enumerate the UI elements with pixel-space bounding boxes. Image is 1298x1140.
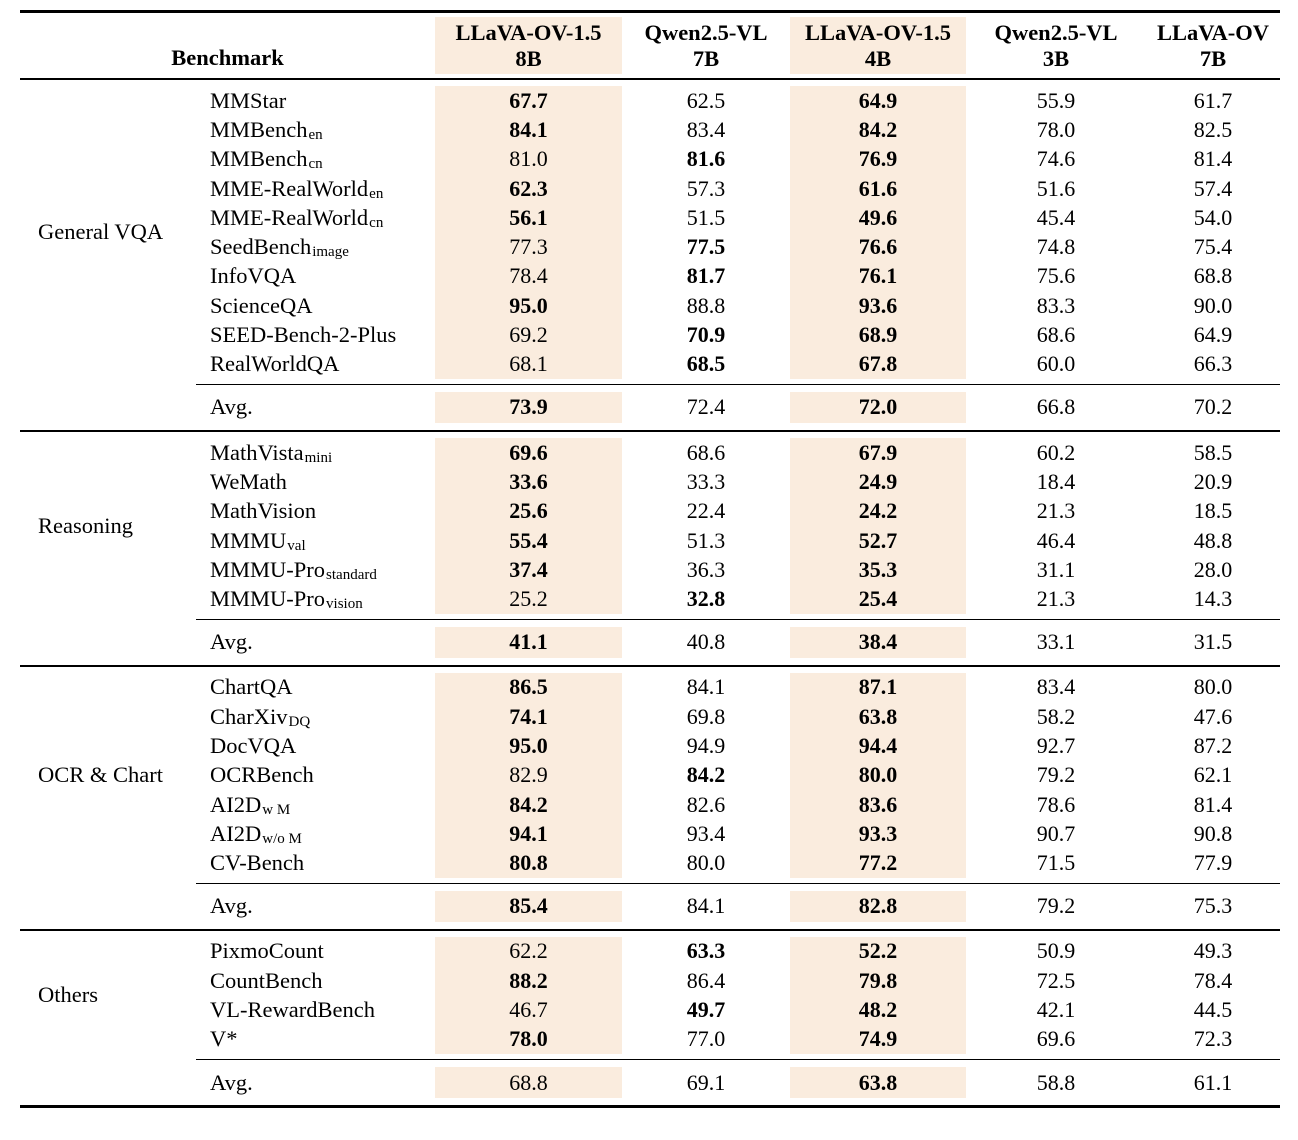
value-cell: 86.5 [435,673,622,702]
value-cell: 51.3 [686,527,726,553]
group-label: Others [38,982,98,1008]
value-cell: 46.7 [435,995,622,1024]
avg-value-cell: 73.9 [435,392,622,423]
benchmark-name [196,731,435,760]
value-cell: 80.8 [435,849,622,878]
value-cell: 74.6 [1036,146,1076,172]
benchmark-base-name: MME-RealWorld [210,204,369,230]
value-cell: 78.6 [1036,791,1076,817]
value-cell: 72.3 [1193,1026,1233,1052]
value-cell: 20.9 [1193,468,1233,494]
value-cell: 84.2 [686,762,726,788]
value-cell: 95.0 [435,291,622,320]
value-cell: 69.2 [435,320,622,349]
benchmark-base-name: CV-Bench [210,850,305,876]
value-cell: 77.5 [686,234,726,260]
model-name: LLaVA-OV-1.5 [455,19,602,45]
benchmark-name [196,673,435,702]
value-cell: 74.8 [1036,234,1076,260]
avg-value-cell: 85.4 [435,891,622,922]
benchmark-base-name: ChartQA [210,674,293,700]
value-cell: 22.4 [686,498,726,524]
value-cell: 52.2 [790,937,966,966]
value-cell: 67.9 [790,438,966,467]
benchmark-base-name: AI2D [210,820,262,846]
value-cell: 79.8 [790,966,966,995]
avg-value-cell: 66.8 [1036,394,1076,420]
value-cell: 87.2 [1193,732,1233,758]
avg-label: Avg. [210,394,253,420]
value-cell: 57.4 [1193,175,1233,201]
row-gap [20,620,1280,627]
value-cell: 88.8 [686,292,726,318]
value-cell: 76.6 [790,232,966,261]
benchmark-name: MME-RealWorld $_{en}$ [210,175,384,202]
benchmark-base-name: V* [210,1026,238,1052]
model-header-llava-ov-1-5-8b [435,17,622,74]
benchmark-column-header [20,17,435,74]
value-cell: 80.0 [790,761,966,790]
value-cell: 62.5 [686,87,726,113]
model-name: LLaVA-OV-1.5 [804,19,952,45]
value-cell: 46.4 [1036,527,1076,553]
value-cell: 69.6 [435,438,622,467]
value-cell: 80.0 [686,850,726,876]
benchmark-name: MMMU-Pro $_{vision}$ [210,586,363,613]
value-cell: 84.2 [790,115,966,144]
avg-value-cell: 58.8 [1036,1069,1076,1095]
value-cell: 68.1 [435,350,622,379]
value-cell: 47.6 [1193,703,1233,729]
model-name: Qwen2.5-VL [994,19,1118,45]
value-cell: 68.8 [1193,263,1233,289]
benchmark-name: MMBench $_{en}$ [210,116,323,143]
value-cell: 68.6 [686,439,726,465]
model-header-llava-ov-7b [1146,17,1280,74]
row-gap [20,385,1280,392]
value-cell: 80.0 [1193,674,1233,700]
value-cell: 64.9 [1193,322,1233,348]
benchmark-base-name: MMStar [210,87,287,113]
benchmark-base-name: PixmoCount [210,938,324,964]
benchmark-name: AI2D $_{w/o M}$ [210,820,302,847]
value-cell: 88.2 [435,966,622,995]
benchmark-base-name: CharXiv [210,703,288,729]
value-cell: 64.9 [790,86,966,115]
section-others [20,931,1280,1108]
value-cell: 68.5 [686,351,726,377]
avg-value-cell: 84.1 [686,893,726,919]
model-name: LLaVA-OV [1156,19,1270,45]
value-cell: 69.6 [1036,1026,1076,1052]
avg-value-cell: 33.1 [1036,629,1076,655]
value-cell: 62.2 [435,937,622,966]
value-cell: 61.6 [790,174,966,203]
benchmark-name: MathVista $_{mini}$ [210,439,333,466]
benchmark-base-name: RealWorldQA [210,351,340,377]
model-name: Qwen2.5-VL [644,19,768,45]
value-cell: 44.5 [1193,997,1233,1023]
model-header-llava-ov-1-5-4b [790,17,966,74]
benchmark-base-name: MMBench [210,146,308,172]
value-cell: 55.4 [435,526,622,555]
value-cell: 25.4 [790,584,966,613]
benchmark-base-name: InfoVQA [210,263,297,289]
table-header-row [20,10,1280,80]
value-cell: 49.6 [790,203,966,232]
benchmark-base-name: OCRBench [210,762,314,788]
value-cell: 78.4 [1193,967,1233,993]
benchmark-base-name: MME-RealWorld [210,175,369,201]
model-header-qwen2-5-vl-7b [622,17,790,74]
value-cell: 32.8 [686,586,726,612]
benchmark-name: AI2D $_{w M}$ [210,791,291,818]
model-size: 8B [515,45,542,71]
value-cell: 33.6 [435,467,622,496]
value-cell: 83.4 [686,116,726,142]
value-cell: 77.9 [1193,850,1233,876]
value-cell: 51.6 [1036,175,1076,201]
avg-label: Avg. [210,893,253,919]
benchmark-table [20,10,1280,1108]
value-cell: 67.7 [435,86,622,115]
value-cell: 75.4 [1193,234,1233,260]
value-cell: 56.1 [435,203,622,232]
value-cell: 93.6 [790,291,966,320]
benchmark-base-name: ScienceQA [210,292,313,318]
avg-value-cell: 69.1 [686,1069,726,1095]
avg-value-cell: 75.3 [1193,893,1233,919]
value-cell: 25.2 [435,584,622,613]
benchmark-name [196,995,435,1024]
value-cell: 76.9 [790,145,966,174]
avg-value-cell: 38.4 [790,627,966,658]
value-cell: 77.2 [790,849,966,878]
value-cell: 51.5 [686,204,726,230]
value-cell: 81.4 [1193,791,1233,817]
row-gap [20,922,1280,929]
value-cell: 63.8 [790,702,966,731]
value-cell: 42.1 [1036,997,1076,1023]
model-header-qwen2-5-vl-3b [966,17,1146,74]
avg-value-cell: 61.1 [1193,1069,1233,1095]
value-cell: 94.9 [686,732,726,758]
value-cell: 67.8 [790,350,966,379]
value-cell: 81.6 [686,146,726,172]
benchmark-base-name: MMMU [210,527,287,553]
value-cell: 72.5 [1036,967,1076,993]
benchmark-name [196,262,435,291]
value-cell: 81.0 [435,145,622,174]
row-gap [20,1098,1280,1105]
value-cell: 84.1 [686,674,726,700]
benchmark-name [196,497,435,526]
model-size: 7B [692,45,720,71]
value-cell: 75.6 [1036,263,1076,289]
row-gap [20,884,1280,891]
benchmark-name: MMMU-Pro $_{standard}$ [210,556,377,583]
value-cell: 95.0 [435,731,622,760]
value-cell: 49.3 [1193,938,1233,964]
value-cell: 62.1 [1193,762,1233,788]
value-cell: 63.3 [686,938,726,964]
value-cell: 68.9 [790,320,966,349]
benchmark-name [196,320,435,349]
value-cell: 18.5 [1193,498,1233,524]
row-gap [20,658,1280,665]
value-cell: 83.4 [1036,674,1076,700]
benchmark-base-name: MathVision [210,498,317,524]
value-cell: 28.0 [1193,556,1233,582]
section-ocr-chart [20,667,1280,931]
value-cell: 60.2 [1036,439,1076,465]
value-cell: 21.3 [1036,498,1076,524]
value-cell: 74.9 [790,1025,966,1054]
benchmark-name: MMBench $_{cn}$ [210,146,323,173]
group-label: General VQA [38,219,164,245]
value-cell: 31.1 [1036,556,1076,582]
value-cell: 18.4 [1036,468,1076,494]
value-cell: 94.4 [790,731,966,760]
value-cell: 83.3 [1036,292,1076,318]
value-cell: 71.5 [1036,850,1076,876]
value-cell: 50.9 [1036,938,1076,964]
benchmark-name [196,849,435,878]
value-cell: 54.0 [1193,204,1233,230]
value-cell: 35.3 [790,555,966,584]
value-cell: 77.0 [686,1026,726,1052]
benchmark-name [196,291,435,320]
benchmark-name [196,1025,435,1054]
value-cell: 86.4 [686,967,726,993]
value-cell: 62.3 [435,174,622,203]
value-cell: 52.7 [790,526,966,555]
benchmark-base-name: SeedBench [210,234,312,260]
value-cell: 57.3 [686,175,726,201]
avg-value-cell: 68.8 [435,1067,622,1098]
benchmark-base-name: AI2D [210,791,262,817]
value-cell: 81.4 [1193,146,1233,172]
value-cell: 76.1 [790,262,966,291]
value-cell: 87.1 [790,673,966,702]
value-cell: 58.2 [1036,703,1076,729]
value-cell: 84.2 [435,790,622,819]
value-cell: 48.8 [1193,527,1233,553]
benchmark-base-name: VL-RewardBench [210,997,375,1023]
benchmark-base-name: SEED-Bench-2-Plus [210,322,397,348]
group-label: OCR & Chart [38,762,164,788]
benchmark-base-name: MMMU-Pro [210,556,326,582]
benchmark-base-name: MathVista [210,439,304,465]
value-cell: 81.7 [686,263,726,289]
benchmark-name [196,467,435,496]
value-cell: 78.0 [435,1025,622,1054]
value-cell: 49.7 [686,997,726,1023]
avg-value-cell: 31.5 [1193,629,1233,655]
avg-label: Avg. [210,1069,253,1095]
value-cell: 24.2 [790,497,966,526]
row-gap [20,1060,1280,1067]
value-cell: 48.2 [790,995,966,1024]
value-cell: 77.3 [435,232,622,261]
benchmark-base-name: DocVQA [210,732,297,758]
benchmark-name: CharXiv $_{DQ}$ [210,703,311,730]
benchmark-base-name: MMBench [210,116,308,142]
value-cell: 79.2 [1036,762,1076,788]
value-cell: 61.7 [1193,87,1233,113]
section-general-vqa [20,80,1280,432]
value-cell: 83.6 [790,790,966,819]
value-cell: 66.3 [1193,351,1233,377]
avg-value-cell: 40.8 [686,629,726,655]
value-cell: 82.9 [435,761,622,790]
value-cell: 84.1 [435,115,622,144]
benchmark-name [196,761,435,790]
benchmark-name: SeedBench $_{image}$ [210,234,349,261]
value-cell: 93.3 [790,819,966,848]
value-cell: 78.4 [435,262,622,291]
paper-page [0,10,1298,1140]
avg-value-cell: 70.2 [1193,394,1233,420]
benchmark-name [196,86,435,115]
avg-value-cell: 63.8 [790,1067,966,1098]
value-cell: 60.0 [1036,351,1076,377]
avg-value-cell: 82.8 [790,891,966,922]
benchmark-base-name: MMMU-Pro [210,586,326,612]
benchmark-name [196,966,435,995]
value-cell: 37.4 [435,555,622,584]
model-size: 7B [1199,45,1227,71]
value-cell: 68.6 [1036,322,1076,348]
value-cell: 94.1 [435,819,622,848]
value-cell: 21.3 [1036,586,1076,612]
table-body-sections [20,80,1280,1108]
avg-value-cell: 72.4 [686,394,726,420]
value-cell: 90.0 [1193,292,1233,318]
model-size: 4B [864,45,892,71]
benchmark-name: MMMU $_{val}$ [210,527,306,554]
value-cell: 78.0 [1036,116,1076,142]
benchmark-name [196,937,435,966]
value-cell: 55.9 [1036,87,1076,113]
value-cell: 58.5 [1193,439,1233,465]
avg-label: Avg. [210,629,253,655]
avg-value-cell: 79.2 [1036,893,1076,919]
value-cell: 25.6 [435,497,622,526]
value-cell: 70.9 [686,322,726,348]
model-size: 3B [1042,45,1070,71]
benchmark-base-name: CountBench [210,967,323,993]
value-cell: 14.3 [1193,586,1233,612]
value-cell: 74.1 [435,702,622,731]
benchmark-name: MME-RealWorld $_{cn}$ [210,204,384,231]
row-gap [20,423,1280,430]
value-cell: 90.7 [1036,820,1076,846]
value-cell: 82.5 [1193,116,1233,142]
value-cell: 45.4 [1036,204,1076,230]
avg-value-cell: 72.0 [790,392,966,423]
value-cell: 33.3 [686,468,726,494]
value-cell: 90.8 [1193,820,1233,846]
value-cell: 92.7 [1036,732,1076,758]
value-cell: 24.9 [790,467,966,496]
benchmark-column-header-label: Benchmark [171,45,284,70]
value-cell: 69.8 [686,703,726,729]
benchmark-name [196,350,435,379]
value-cell: 36.3 [686,556,726,582]
section-reasoning [20,432,1280,667]
avg-value-cell: 41.1 [435,627,622,658]
value-cell: 93.4 [686,820,726,846]
value-cell: 82.6 [686,791,726,817]
group-label: Reasoning [38,512,133,538]
benchmark-base-name: WeMath [210,468,287,494]
